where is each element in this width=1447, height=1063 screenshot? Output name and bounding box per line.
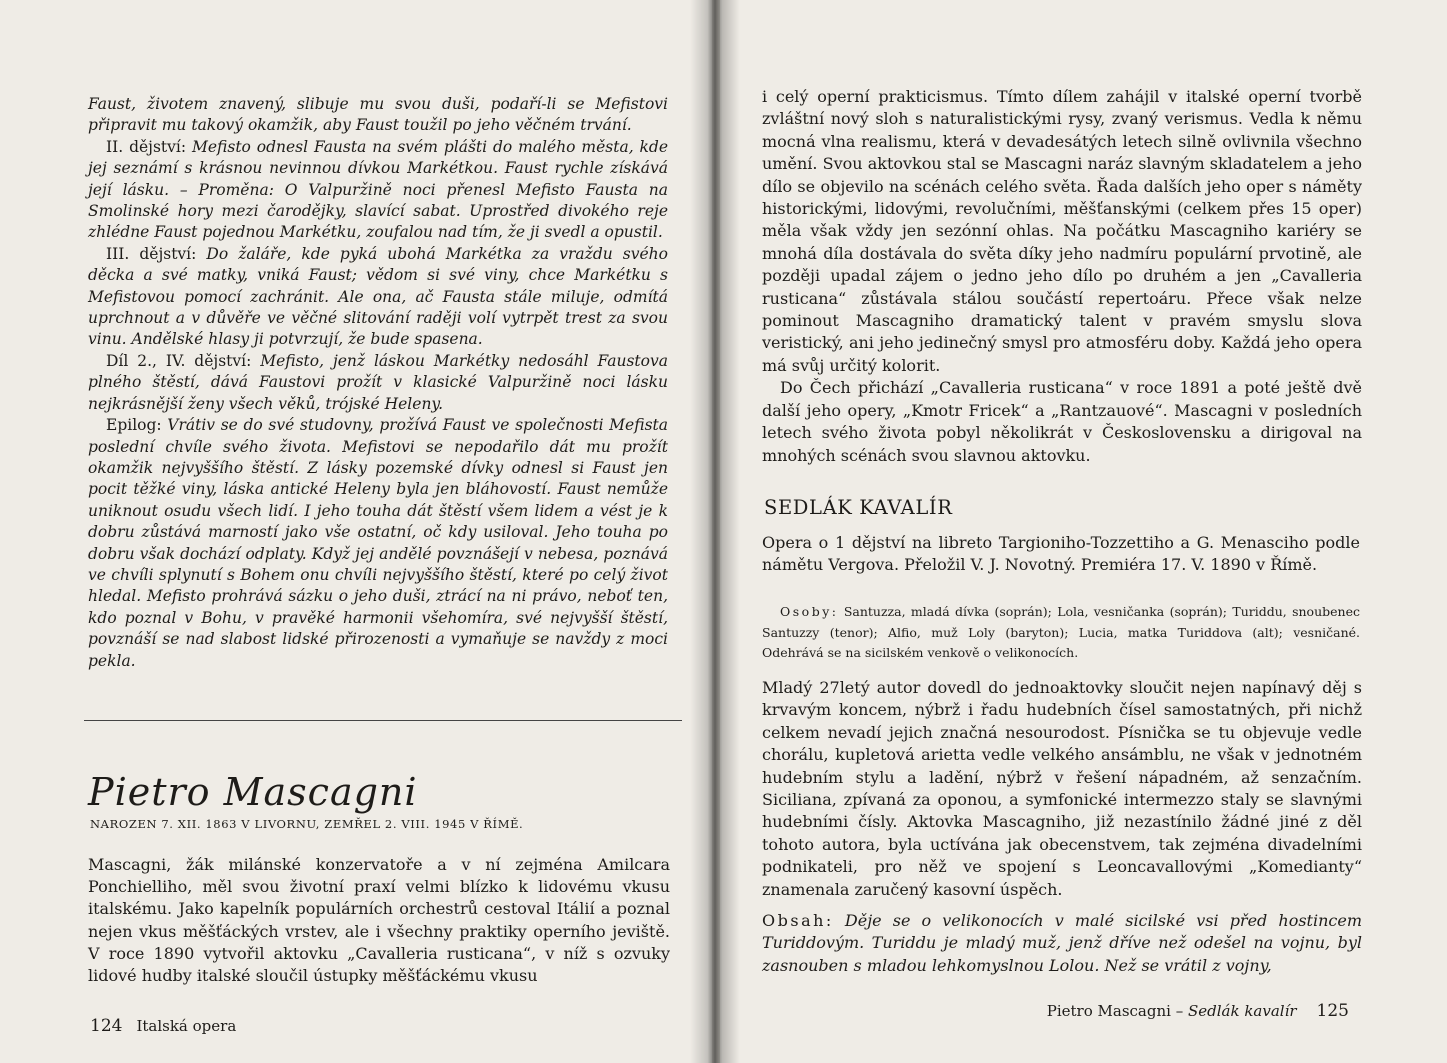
synopsis-text: Děje se o velikonocích v malé sicilské vsi před hostincem Turiddovým. Turiddu je mladý muž, jenž dříve než odešel na vojnu, byl zasnouben s mladou lehkomyslnou Lolou. Než se vrátil z vojny, bbox=[762, 911, 1362, 975]
opera-info: Opera o 1 dějství na libreto Targioniho-Tozzettiho a G. Menasciho podle námětu Vergova. Přeložil V. J. Novotný. Premiéra 17. V. 1890 v Římě. bbox=[762, 533, 1360, 575]
synopsis-label: Obsah: bbox=[762, 911, 834, 930]
opera-review: Mladý 27letý autor dovedl do jednoaktovky sloučit nejen napínavý děj s krvavým koncem, nýbrž i řadu hudebních čísel samostatných, při nichž celkem nevadí jejich značná nesourodost. Písnička se tu objevuje vedle chorálu, kupletová arietta vedle velkého ansámblu, ne však v jednotném hudebním stylu a ladění, nýbrž v řešení nápadném, až senzačním. Siciliana, zpívaná za oponou, a symfonické intermezzo staly se slavnými hudebními čísly. Aktovka Mascagniho, již nezastínilo žádné jiné z děl tohoto autora, byla uctívána jak obecenstvem, tak zejména divadelními podnikateli, pro něž ve spojení s Leoncavallovými „Komedianty“ znamenala zaručený kasovní úspěch. bbox=[762, 678, 1362, 899]
opera-synopsis bbox=[762, 910, 1362, 977]
page-footer bbox=[90, 1016, 236, 1036]
cast-text: Santuzza, mladá dívka (soprán); Lola, vesničanka (soprán); Turiddu, snoubenec Santuzzy (tenor); Alfio, muž Loly (baryton); Lucia, matka Turiddova (alt); vesničané. Odehrává se na sicilském venkově o velikonocích. bbox=[762, 604, 1360, 660]
running-head-title: Sedlák kavalír bbox=[1187, 1002, 1297, 1020]
opera-title: SEDLÁK KAVALÍR bbox=[764, 496, 953, 519]
left-page bbox=[0, 0, 712, 1063]
composer-heading: Pietro Mascagni bbox=[88, 770, 418, 814]
composer-dates: NAROZEN 7. XII. 1863 V LIVORNU, ZEMŘEL 2. VIII. 1945 V ŘÍMĚ. bbox=[90, 817, 524, 831]
faust-paragraph: Epilog: Vrátiv se do své studovny, prožívá Faust ve společnosti Mefista poslední chvíle svého života. Mefistovi se nepodařilo dát mu prožít okamžik nejvyššího štěstí. Z lásky pozemské dívky odnesl si Faust jen pocit těžké viny, láska antické Heleny byla jen bláhovostí. Faust nemůže uniknout osudu všech lidí. I jeho touha dát štěstí všem lidem a vést je k dobru zůstává marností jako vše ostatní, oč kdy usiloval. Jeho touha po dobru však dochází odplaty. Když jej andělé povznášejí v nebesa, poznává ve chvíli splynutí s Bohem onu chvíli nejvyššího štěstí, které po celý život hledal. Mefisto prohrává sázku o jeho duši, ztrácí na ni právo, neboť ten, kdo poznal v Bohu, v pravěké harmonii všehomíra, své nejvyšší štěstí, povznáší se nad slabost lidské přirozenosti a vymaňuje se navždy z moci pekla. bbox=[88, 416, 668, 670]
faust-synopsis bbox=[88, 94, 668, 672]
page-number: 125 bbox=[1316, 1001, 1349, 1021]
composer-bio bbox=[88, 854, 670, 987]
bio-paragraph: Mascagni, žák milánské konzervatoře a v ní zejména Amilcara Ponchielliho, měl svou životní praxí velmi blízko k lidovému vkusu italskému. Jako kapelník populárních orchestrů cestoval Itálií a poznal nejen vkus měšťáckých vrstev, ale i všechny praktiky operního jeviště. V roce 1890 vytvořil aktovku „Cavalleria rusticana“, v níž s ozvuky lidové hudby italské sloučil ústupky měšťáckému vkusu bbox=[88, 855, 670, 986]
page-footer: Pietro Mascagni – Sedlák kavalír 125 bbox=[1046, 1001, 1349, 1021]
section-divider bbox=[84, 720, 682, 721]
cast-label: Osoby: bbox=[780, 604, 839, 619]
faust-paragraph: III. dějství: Do žaláře, kde pyká ubohá Markétka za vraždu svého děcka a své matky, vniká Faust; vědom si své viny, chce Markétku s Mefistovou pomocí zachránit. Ale ona, ač Fausta stále miluje, odmítá uprchnout a v důvěře ve věčné slitování raději volí vytrpět trest za svou vinu. Andělské hlasy ji potvrzují, že bude spasena. bbox=[88, 244, 668, 349]
bio-paragraph: Do Čech přichází „Cavalleria rusticana“ v roce 1891 a poté ještě dvě další jeho opery, „Kmotr Fricek“ a „Rantzauové“. Mascagni v posledních letech svého života pobyl několikrát v Československu a dirigoval na mnohých scénách svou slavnou aktovku. bbox=[762, 378, 1362, 465]
faust-paragraph: Faust, životem znavený, slibuje mu svou duši, podaří-li se Mefistovi připravit mu takový okamžik, aby Faust toužil po jeho věčném trvání. bbox=[88, 95, 668, 135]
faust-paragraph: Díl 2., IV. dějství: Mefisto, jenž láskou Markétky nedosáhl Faustova plného štěstí, dává Faustovi prožít v klasické Valpuržině noci lásku nejkrásnější ženy všech věků, trójské Heleny. bbox=[88, 351, 668, 413]
bio-continued bbox=[762, 86, 1362, 467]
faust-paragraph: II. dějství: Mefisto odnesl Fausta na svém plášti do malého města, kde jej seznámí s krásnou nevinnou dívkou Markétkou. Faust rychle získává její lásku. – Proměna: O Valpuržině noci přenesl Mefisto Fausta na Smolinské hory mezi čarodějky, slavící sabat. Uprostřed divokého reje zhlédne Faust pojednou Markétku, zoufalou nad tím, že ji svedl a opustil. bbox=[88, 137, 669, 242]
bio-paragraph: i celý operní prakticismus. Tímto dílem zahájil v italské operní tvorbě zvláštní nový sloh s naturalistickými rysy, zvaný verismus. Vedla k němu mocná vlna realismu, která v devadesátých letech silně ovlivnila všechno umění. Svou aktovkou stal se Mascagni naráz slavným skladatelem a jeho dílo se objevilo na scénách celého světa. Řada dalších jeho oper s náměty historickými, lidovými, revolučními, měšťanskými (celkem přes 15 oper) měla však vždy jen sezónní ohlas. Na počátku Mascagniho kariéry se mnohá díla dostávala do světa díky jeho nadmíru populární prvotině, ale později upadal zájem o jedno jeho dílo po druhém a jen „Cavalleria rusticana“ zůstávala stálou součástí repertoáru. Přece však nelze pominout Mascagniho dramatický talent v pravém smyslu slova veristický, ani jeho jedinečný smysl pro atmosféru doby. Každá jeho opera má svůj určitý kolorit. bbox=[762, 87, 1362, 375]
right-page bbox=[720, 0, 1447, 1063]
page-number: 124 bbox=[90, 1016, 123, 1036]
running-head: Italská opera bbox=[136, 1017, 237, 1035]
running-head-name: Pietro Mascagni bbox=[1046, 1002, 1171, 1020]
cast-list bbox=[762, 602, 1360, 664]
